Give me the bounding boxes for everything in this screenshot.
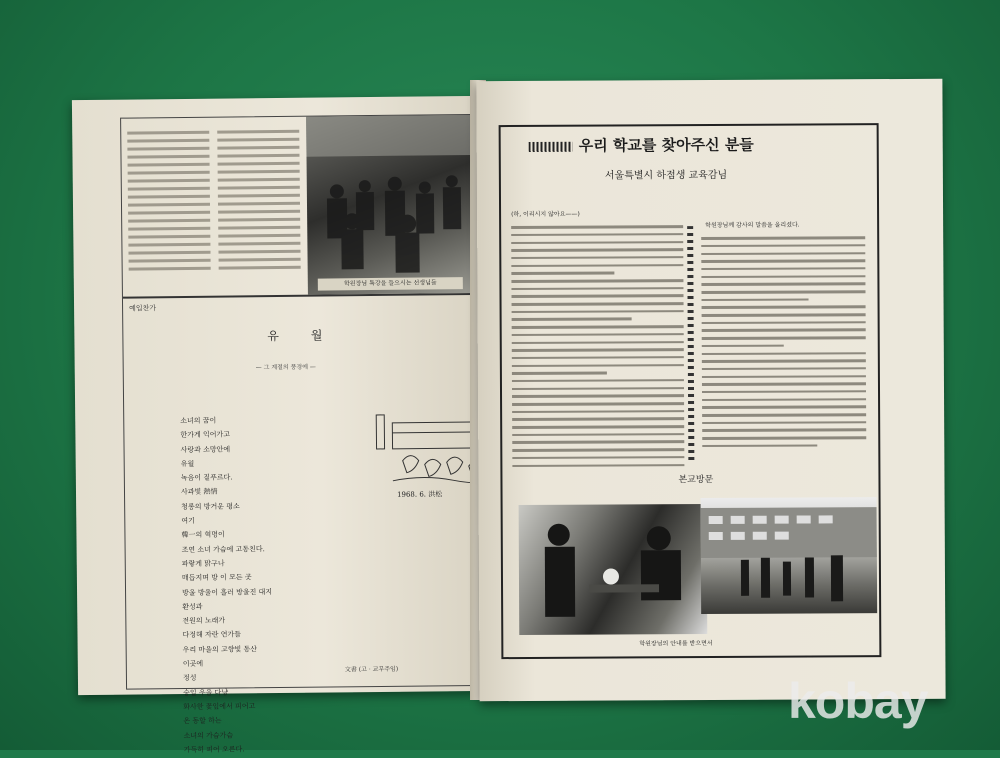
article-subtitle: 서울특별시 하점생 교육감님 (604, 169, 728, 182)
column-divider (687, 226, 694, 462)
column-1-heading: (하, 이리시지 않아요——) (511, 210, 580, 219)
article-column-2-text (701, 231, 866, 452)
article-column-1-text (511, 220, 684, 472)
left-page-frame (120, 114, 478, 754)
section-label: 예입찬가 (129, 304, 157, 313)
article-column-1 (127, 126, 211, 287)
poem-line: 숭일 우을 다냥 (183, 688, 229, 697)
photo-caption: 학원장님의 안내를 받으면서 (639, 639, 713, 648)
poem-line: 가득히 피어 오른다. (183, 745, 245, 754)
column-2-heading: 학원장님께 감사의 말씀을 올리셨다. (705, 221, 800, 230)
poem-line: 유월 (180, 459, 195, 468)
poem-line: 정성 (182, 674, 197, 683)
teachers-lecture-photo (306, 115, 473, 295)
poem-line: 사랑과 소망안에 (180, 445, 231, 454)
sketch-signature: 1968. 6. 洪松 (397, 490, 443, 499)
poem-line: 매듭지며 방 이 모든 곳 (181, 573, 252, 583)
poem-line: 조연 소녀 가슴에 고동친다. (181, 544, 265, 554)
poem-byline: 文書 (고 · 교무주임) (344, 665, 399, 674)
poem-line: 온 동할 하는 (183, 716, 222, 726)
poem-line: 소녀의 꿈이 (180, 416, 217, 426)
poem-line: 여기 (181, 516, 195, 526)
campus-walk-photo (701, 497, 878, 614)
poem-line: 韓一의 혁명이 (181, 530, 225, 540)
poem-line: 다정해 자란 연가들 (182, 630, 242, 640)
poem-body (180, 412, 384, 757)
poem-line: 파랗게 맑구나 (181, 559, 225, 569)
meeting-photo (519, 504, 708, 635)
poem-title: 유 월 (267, 328, 337, 344)
article-column-2 (217, 125, 301, 286)
left-page (72, 96, 488, 754)
poem-line: 한가게 익어가고 (180, 430, 231, 440)
poem-line: 이곳에 (182, 659, 204, 669)
visit-label: 본교방문 (678, 474, 714, 486)
right-page (476, 79, 945, 701)
poem-line: 환성과 (182, 602, 203, 611)
article-title-text: 우리 학교를 찾아주신 분들 (578, 135, 754, 155)
poem-line: 녹음이 짙푸르다. (180, 473, 233, 483)
left-top-article (121, 115, 473, 299)
poem-line: 전원의 노래가 (182, 616, 226, 626)
poem-line: 소녀의 가슴가슴 (183, 731, 234, 740)
article-title (529, 134, 754, 156)
kobay-watermark: kobay (788, 673, 928, 729)
poem-line: 청롱의 방거운 평소 (181, 502, 240, 511)
poem-line: 화사한 꽃잎에서 피어고 (183, 702, 256, 711)
audience-silhouettes (306, 115, 473, 277)
campus-scene (701, 497, 878, 614)
meeting-figures (519, 504, 708, 635)
title-bars-decoration (529, 141, 573, 151)
poem-line: 방울 방울이 흘러 방울진 대지 (182, 587, 273, 597)
poem-subtitle: — 그 계절의 풍경에 — (255, 363, 316, 372)
poem-line: 우리 마을의 고향빛 동산 (182, 645, 257, 654)
poem-line: 사과빛 熱情 (180, 488, 218, 497)
photo-caption: 학원장님 특강을 들으시는 선생님들 (318, 277, 463, 291)
